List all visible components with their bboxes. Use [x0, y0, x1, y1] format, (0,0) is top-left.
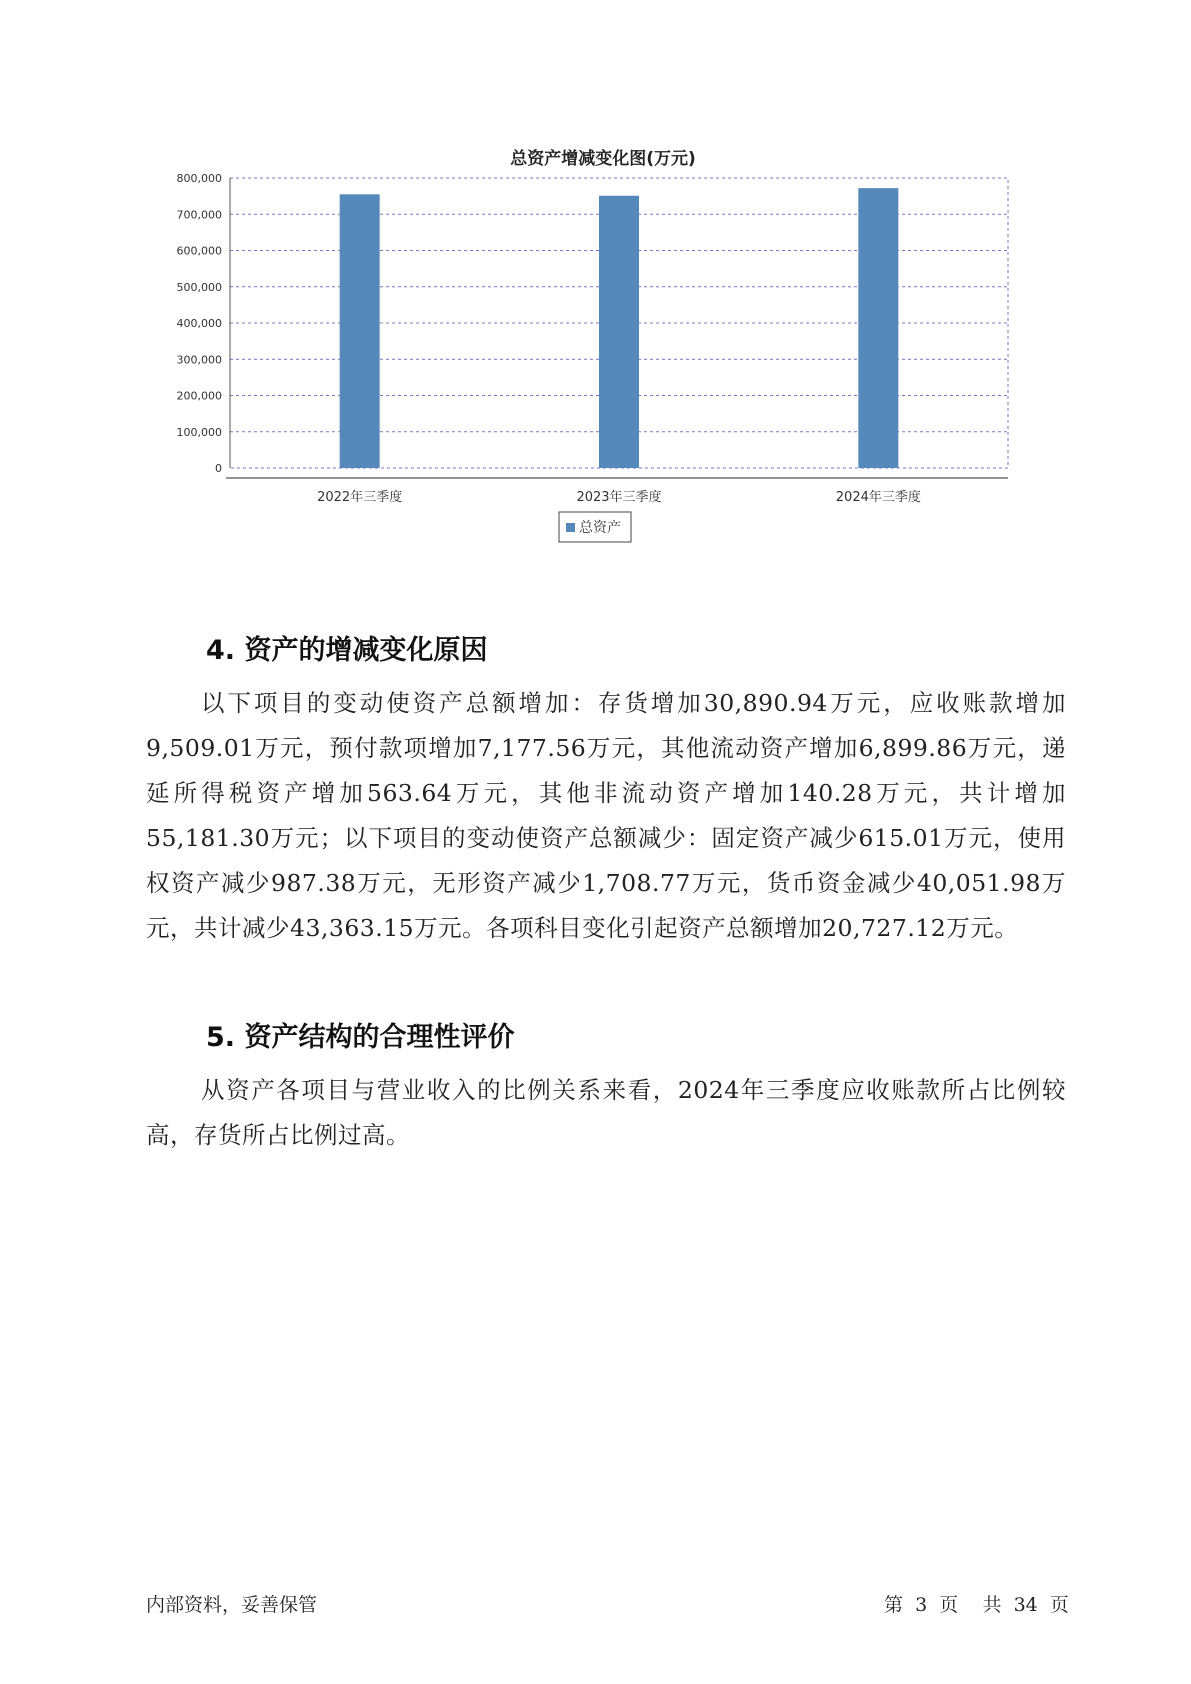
bar	[599, 196, 639, 468]
total-assets-bar-chart	[150, 140, 1030, 600]
chart-title: 总资产增减变化图(万元)	[510, 149, 696, 169]
section-4-title: 4. 资产的增减变化原因	[206, 635, 488, 666]
y-tick-label: 0	[215, 462, 222, 475]
y-tick-label: 100,000	[176, 425, 222, 439]
x-axis-ticks	[317, 489, 921, 505]
total-unit: 页	[1049, 1594, 1069, 1616]
chart-bars	[340, 188, 899, 468]
x-tick-label: 2023年三季度	[576, 490, 662, 505]
bar	[340, 194, 380, 468]
section-5-paragraph: 从资产各项目与营业收入的比例关系来看，2024年三季度应收账款所占比例较高，存货所占比例过高。	[146, 1076, 1066, 1149]
page-number: 3	[915, 1594, 928, 1616]
y-tick-label: 700,000	[176, 208, 222, 222]
bar	[858, 188, 898, 468]
y-tick-label: 300,000	[176, 353, 222, 367]
x-tick-label: 2024年三季度	[835, 490, 921, 505]
y-tick-label: 500,000	[176, 280, 222, 294]
y-tick-label: 800,000	[176, 172, 222, 185]
page-prefix: 第	[884, 1594, 904, 1616]
section-5-title: 5. 资产结构的合理性评价	[206, 1022, 515, 1053]
chart-legend	[559, 512, 631, 542]
total-prefix: 共	[982, 1594, 1002, 1616]
y-tick-label: 400,000	[176, 317, 222, 330]
page-unit: 页	[939, 1594, 959, 1616]
y-tick-label: 600,000	[176, 244, 222, 258]
footer-confidential-note: 内部资料，妥善保管	[146, 1594, 318, 1616]
section-4-paragraph: 以下项目的变动使资产总额增加：存货增加30,890.94万元，应收账款增加9,509.01万元，预付款项增加7,177.56万元，其他流动资产增加6,899.86万元，递延所得税资产增加563.64万元，其他非流动资产增加140.28万元，共计增加55,181.30万元；以下项目的变动使资产总额减少：固定资产减少615.01万元，使用权资产减少987.38万元，无形资产减少1,708.77万元，货币资金减少40,051.98万元，共计减少43,363.15万元。各项科目变化引起资产总额增加20,727.12万元。	[146, 689, 1066, 942]
legend-swatch	[566, 523, 575, 532]
legend-label: 总资产	[579, 520, 621, 536]
total-pages: 34	[1013, 1594, 1038, 1616]
y-tick-label: 200,000	[176, 389, 222, 403]
footer-page-indicator	[884, 1590, 1069, 1617]
y-axis-ticks	[177, 172, 223, 475]
x-tick-label: 2022年三季度	[317, 490, 403, 505]
